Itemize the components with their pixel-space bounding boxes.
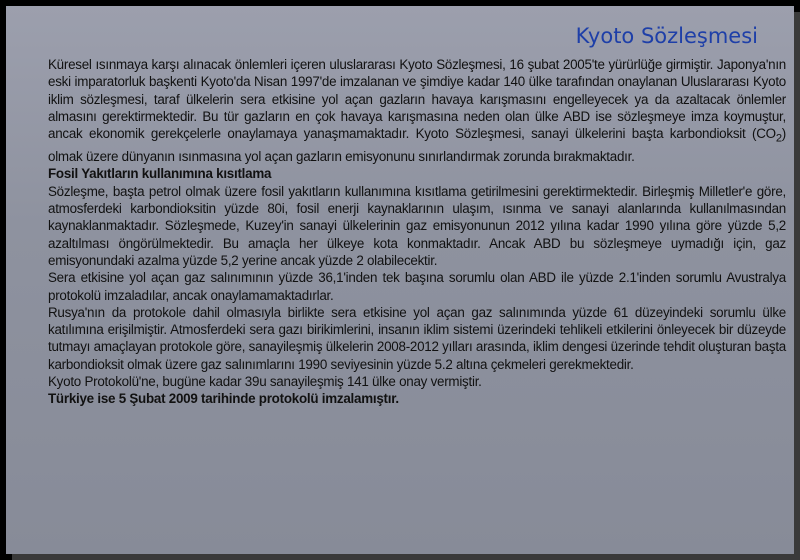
slide-title: Kyoto Sözleşmesi (575, 24, 758, 48)
paragraph-russia: Rusya'nın da protokole dahil olmasıyla birlikte sera etkisine yol açan gaz salınımında yüzde 61 düzeyindeki sorumlu ülke katılımına erişilmiştir. Atmosferdeki sera gazı birikimlerini, insanın iklim sistemi üzerindeki tehlikeli etkilerini önleyecek bir düzeyde tutmayı amaçlayan protokole göre, sanayileşmiş ülkelerin 2008-2012 yılları arasında, iklim dengesi üzerinde tehdit oluşturan başta karbondioksit olmak üzere gaz salınımlarını 1990 seviyesinin yüzde 5.2 altına çekmeleri gerekmektedir. (48, 304, 786, 372)
slide-body (48, 56, 786, 408)
section-heading: Fosil Yakıtların kullanımına kısıtlama (48, 166, 272, 182)
paragraph-turkey: Türkiye ise 5 Şubat 2009 tarihinde protokolü imzalamıştır. (48, 391, 399, 407)
paragraph-ratification: Kyoto Protokolü'ne, bugüne kadar 39u sanayileşmiş 141 ülke onay vermiştir. (48, 374, 482, 390)
paragraph-usa: Sera etkisine yol açan gaz salınımının yüzde 36,1'inden tek başına sorumlu olan ABD ile yüzde 2.1'inden sorumlu Avustralya protokolü imzaladılar, ancak onaylamamaktadırlar. (48, 270, 786, 303)
paragraph-intro-end: ) olmak üzere dünyanın ısınmasına yol açan gazların emisyonunu sınırlandırmak zorunda bırakmaktadır. (48, 126, 786, 165)
paragraph-fossil: Sözleşme, başta petrol olmak üzere fosil yakıtların kullanımına kısıtlama getirilmesini gerektirmektedir. Birleşmiş Milletler'e göre, atmosferdeki karbondioksitin yüzde 80i, fosil enerji kaynaklarının ulaşım, ısınma ve sanayi alanlarında kullanılmasından kaynaklanmaktadır. Sözleşmede, Kuzey'in sanayi ülkelerinin gaz emisyonunun 2012 yılına kadar 1990 yılına göre yüzde 5,2 azaltılması öngörülmektedir. Bu amaçla her ülkeye kota konmaktadır. Ancak ABD bu sözleşmeye uymadığı için, gaz emisyonundaki azalma yüzde 5,2 yerine ancak yüzde 2 olabilecektir. (48, 183, 786, 268)
paragraph-intro-text: Küresel ısınmaya karşı alınacak önlemleri içeren uluslararası Kyoto Sözleşmesi, 16 şubat 2005'te yürürlüğe girmiştir. Japonya'nın eski imparatorluk başkenti Kyoto'da Nisan 1997'de imzalanan ve şimdiye kadar 140 ülke tarafından onaylanan Uluslararası Kyoto iklim sözleşmesi, taraf ülkelerin sera etkisine yol açan gazların havaya karışmasını engelleyecek ya da azaltacak önlemler almasını gerektirmektedir. Bu tür gazların en çok havaya karışmasına neden olan ülke ABD ise sözleşmeye imza koymuştur, ancak ekonomik gerekçelerle onaylamaya yanaşmamaktadır. Kyoto Sözleşmesi, sanayi ülkelerini başta karbondioksit (CO (48, 57, 786, 142)
paragraph-intro (48, 56, 786, 165)
co2-subscript: 2 (775, 132, 782, 145)
slide-frame (6, 6, 794, 554)
